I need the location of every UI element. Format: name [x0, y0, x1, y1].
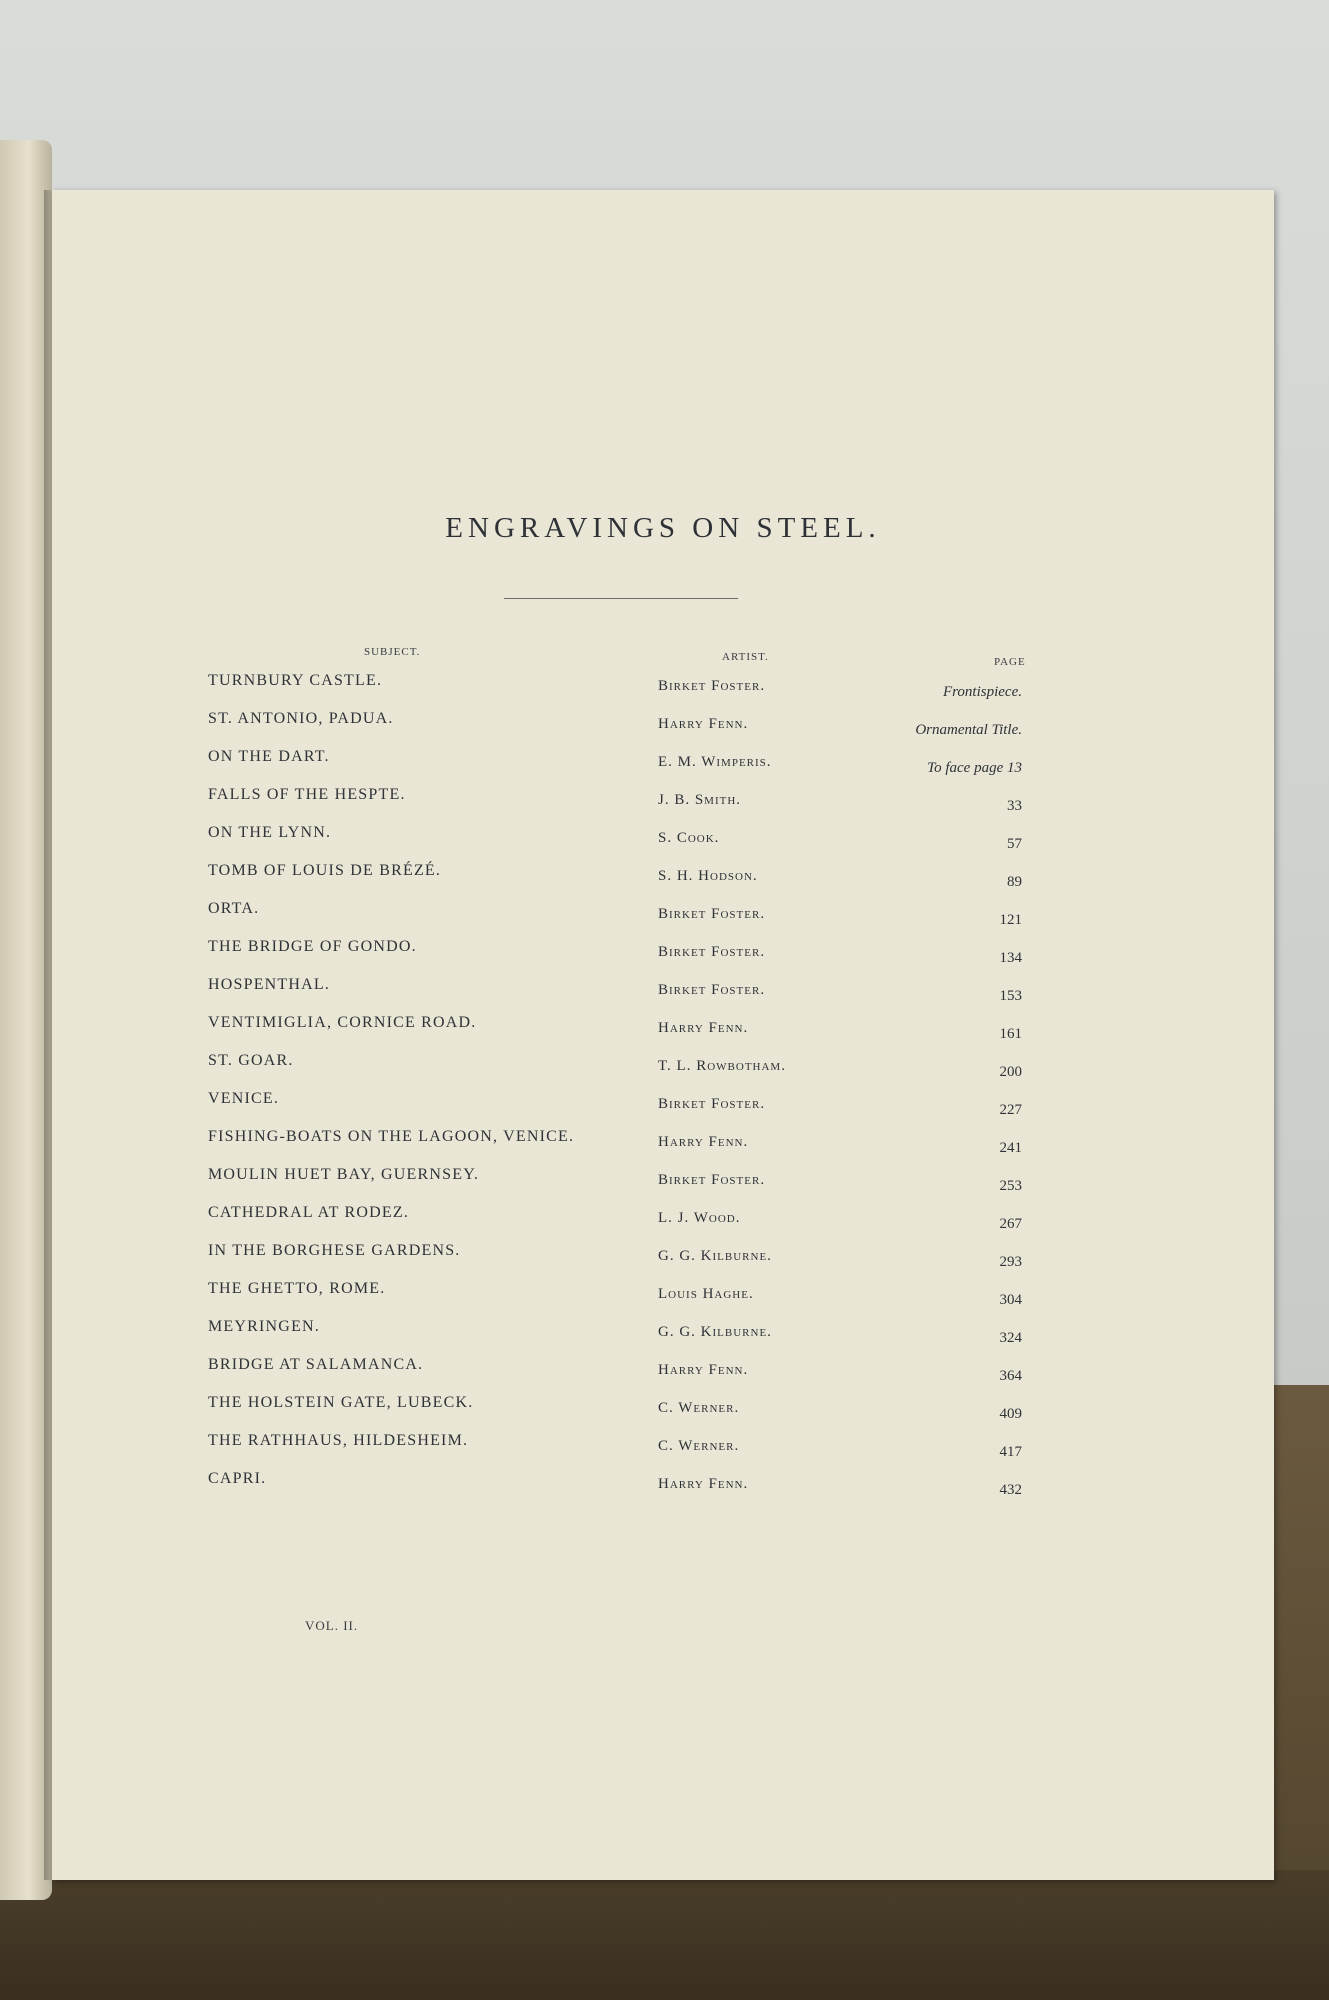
entry-page: 153	[999, 988, 1022, 1004]
entry-page: 227	[999, 1102, 1022, 1118]
entry-artist: Birket Foster.	[658, 1096, 766, 1112]
list-item	[52, 1318, 1274, 1348]
list-item	[52, 1204, 1274, 1234]
entry-subject: THE RATHHAUS, HILDESHEIM.	[208, 1432, 469, 1449]
entry-page: 409	[999, 1406, 1022, 1422]
list-item	[52, 1242, 1274, 1272]
entry-page: 161	[999, 1026, 1022, 1042]
entry-subject: THE GHETTO, ROME.	[208, 1280, 386, 1297]
entry-subject: VENICE.	[208, 1090, 280, 1107]
entry-page: 57	[1007, 836, 1022, 852]
list-item	[52, 1052, 1274, 1082]
entry-page: 304	[999, 1292, 1022, 1308]
entry-artist: Birket Foster.	[658, 982, 766, 998]
entry-artist: E. M. Wimperis.	[658, 754, 772, 770]
entry-artist: Harry Fenn.	[658, 716, 749, 732]
entry-subject: IN THE BORGHESE GARDENS.	[208, 1242, 461, 1259]
artist-column-header: ARTIST.	[722, 651, 769, 663]
list-item	[52, 1470, 1274, 1500]
entry-subject: BRIDGE AT SALAMANCA.	[208, 1356, 424, 1373]
entry-artist: Birket Foster.	[658, 944, 766, 960]
book-page	[52, 190, 1274, 1880]
entry-page: 432	[999, 1482, 1022, 1498]
entry-artist: Harry Fenn.	[658, 1020, 749, 1036]
list-item	[52, 862, 1274, 892]
list-item	[52, 1014, 1274, 1044]
entry-artist: Harry Fenn.	[658, 1476, 749, 1492]
entry-artist: Birket Foster.	[658, 1172, 766, 1188]
entry-subject: FALLS OF THE HESPTE.	[208, 786, 406, 803]
entry-artist: Birket Foster.	[658, 678, 766, 694]
entry-subject: ON THE LYNN.	[208, 824, 332, 841]
list-item	[52, 1432, 1274, 1462]
entry-subject: MOULIN HUET BAY, GUERNSEY.	[208, 1166, 480, 1183]
page-column-header: PAGE	[994, 656, 1026, 668]
volume-label: VOL. II.	[305, 1618, 359, 1633]
entry-subject: THE HOLSTEIN GATE, LUBECK.	[208, 1394, 474, 1411]
entry-artist: Harry Fenn.	[658, 1134, 749, 1150]
entry-page: 267	[999, 1216, 1022, 1232]
list-item	[52, 938, 1274, 968]
page-title: ENGRAVINGS ON STEEL.	[445, 512, 881, 544]
entry-subject: ON THE DART.	[208, 748, 330, 765]
entry-subject: TURNBURY CASTLE.	[208, 672, 383, 689]
entry-artist: S. H. Hodson.	[658, 868, 758, 884]
entry-subject: CAPRI.	[208, 1470, 267, 1487]
entry-subject: THE BRIDGE OF GONDO.	[208, 938, 417, 955]
entry-page: 364	[999, 1368, 1022, 1384]
entry-artist: Birket Foster.	[658, 906, 766, 922]
entry-page: To face page 13	[927, 760, 1022, 776]
list-item	[52, 1128, 1274, 1158]
entry-subject: VENTIMIGLIA, CORNICE ROAD.	[208, 1014, 477, 1031]
list-item	[52, 786, 1274, 816]
entry-artist: Harry Fenn.	[658, 1362, 749, 1378]
entry-subject: ST. GOAR.	[208, 1052, 294, 1069]
entry-page: 33	[1007, 798, 1022, 814]
entry-artist: G. G. Kilburne.	[658, 1324, 772, 1340]
entry-subject: HOSPENTHAL.	[208, 976, 331, 993]
list-item	[52, 1280, 1274, 1310]
entry-subject: CATHEDRAL AT RODEZ.	[208, 1204, 410, 1221]
book-cover-bottom	[0, 1870, 1329, 2000]
entry-subject: ST. ANTONIO, PADUA.	[208, 710, 394, 727]
entry-artist: Louis Haghe.	[658, 1286, 754, 1302]
entry-subject: FISHING-BOATS ON THE LAGOON, VENICE.	[208, 1128, 575, 1145]
entry-subject: ORTA.	[208, 900, 260, 917]
entry-page: 241	[999, 1140, 1022, 1156]
list-item	[52, 1356, 1274, 1386]
entry-artist: J. B. Smith.	[658, 792, 742, 808]
entry-page: 417	[999, 1444, 1022, 1460]
list-item	[52, 1394, 1274, 1424]
entry-page: 134	[999, 950, 1022, 966]
title-divider	[504, 598, 738, 599]
list-item	[52, 1090, 1274, 1120]
list-item	[52, 900, 1274, 930]
list-item	[52, 976, 1274, 1006]
list-item	[52, 710, 1274, 740]
entry-page: 253	[999, 1178, 1022, 1194]
entry-page: Ornamental Title.	[915, 722, 1022, 738]
entry-artist: C. Werner.	[658, 1400, 740, 1416]
entry-page: Frontispiece.	[942, 684, 1022, 700]
list-item	[52, 748, 1274, 778]
entry-page: 293	[999, 1254, 1022, 1270]
entry-page: 200	[999, 1064, 1022, 1080]
entry-page: 324	[999, 1330, 1022, 1346]
list-item	[52, 1166, 1274, 1196]
entry-subject: MEYRINGEN.	[208, 1318, 320, 1335]
list-item	[52, 672, 1274, 702]
entry-subject: TOMB OF LOUIS DE BRÉZÉ.	[208, 862, 442, 879]
entry-page: 121	[999, 912, 1022, 928]
subject-column-header: SUBJECT.	[364, 646, 421, 658]
entry-artist: S. Cook.	[658, 830, 720, 846]
entry-artist: G. G. Kilburne.	[658, 1248, 772, 1264]
list-item	[52, 824, 1274, 854]
entry-artist: L. J. Wood.	[658, 1210, 741, 1226]
entry-artist: T. L. Rowbotham.	[658, 1058, 786, 1074]
entry-artist: C. Werner.	[658, 1438, 740, 1454]
entry-page: 89	[1007, 874, 1022, 890]
